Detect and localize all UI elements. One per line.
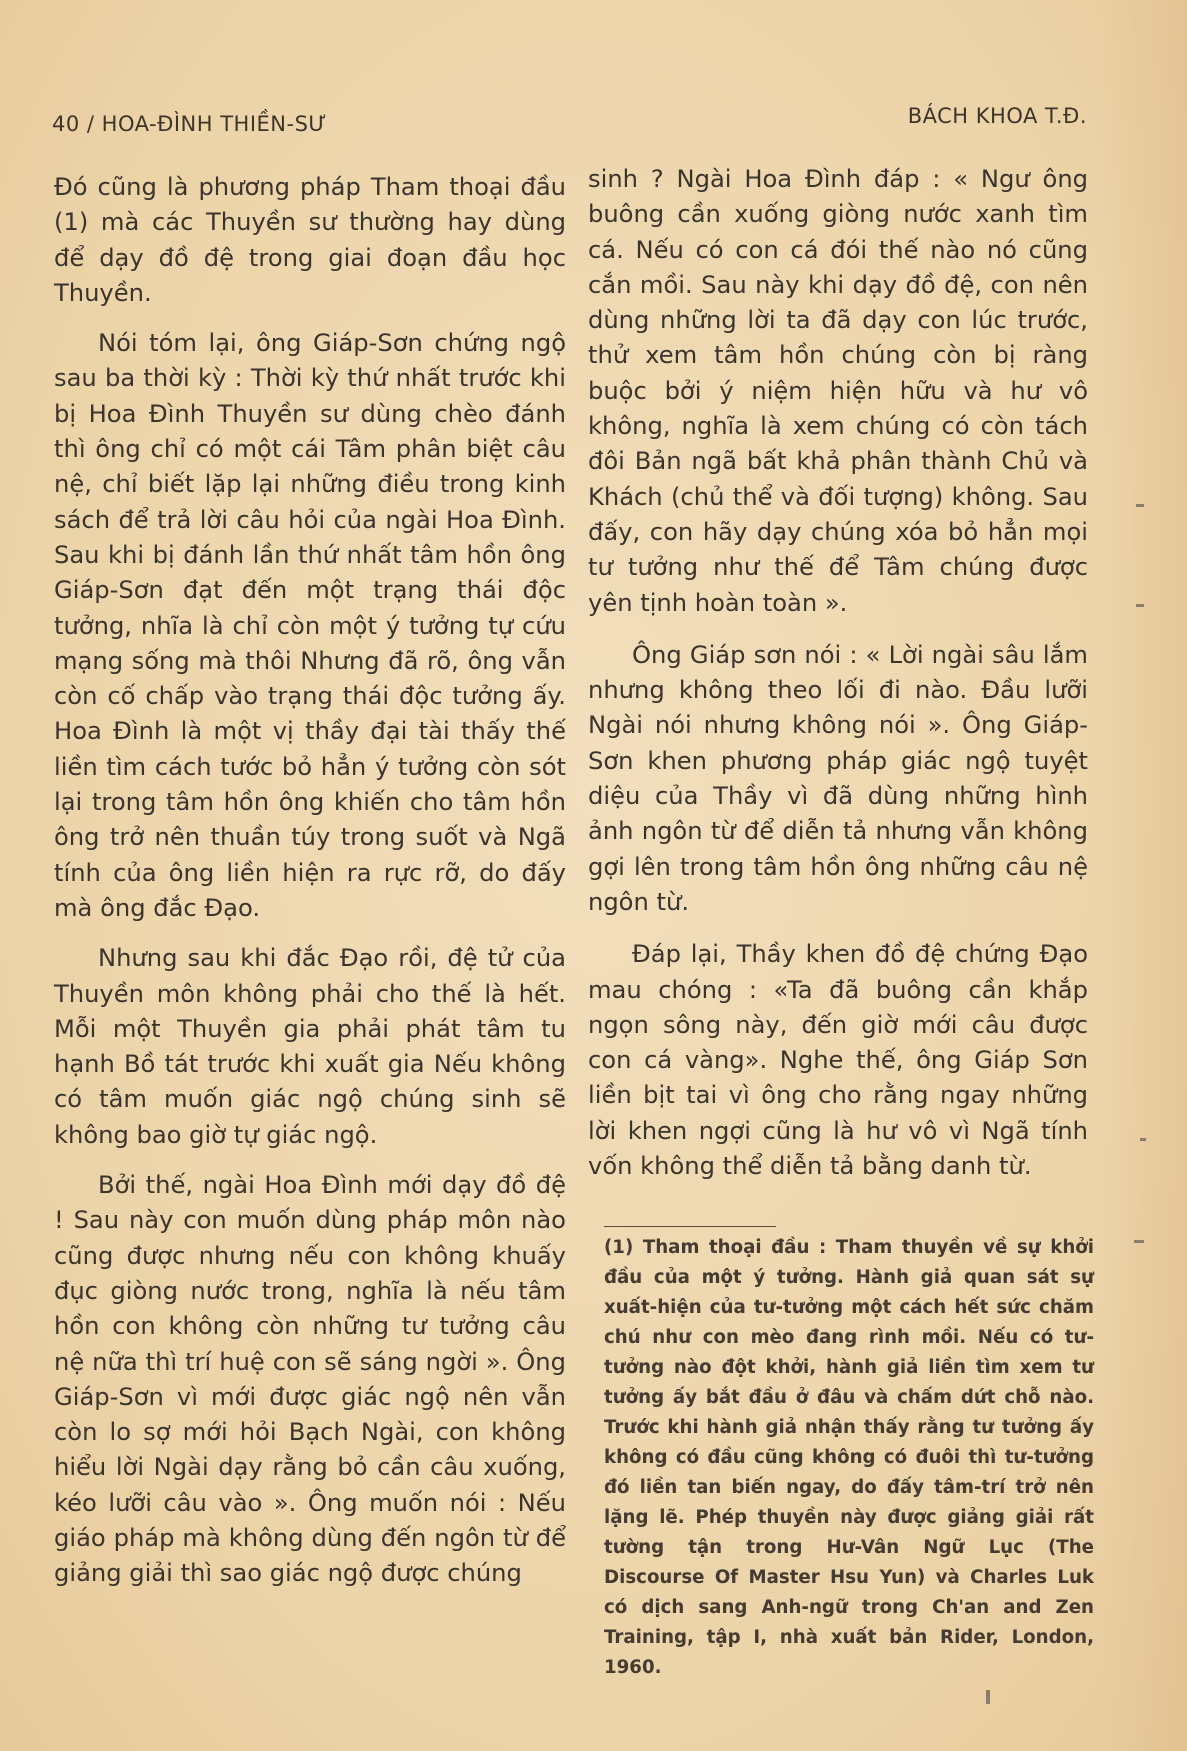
paragraph: Bởi thế, ngài Hoa Đình mới dạy đồ đệ ! Sau này con muốn dùng pháp môn nào cũng được nhưng nếu con không khuấy đục giòng nước trong, nghĩa là nếu tâm hồn con không còn những tư tưởng câu nệ nữa thì trí huệ con sẽ sáng ngời ». Ông Giáp-Sơn vì mới được giác ngộ nên vẫn còn lo sợ mới hỏi Bạch Ngài, con không hiểu lời Ngài dạy rằng bỏ cần câu xuống, kéo lưỡi câu vào ». Ông muốn nói : Nếu giáo pháp mà không dùng đến ngôn từ để giảng giải thì sao giác ngộ được chúng <box>54 1171 566 1588</box>
margin-mark <box>1134 1240 1144 1243</box>
paragraph: Nhưng sau khi đắc Đạo rồi, đệ tử của Thuyền môn không phải cho thế là hết. Mỗi một Thuyền gia phải phát tâm tu hạnh Bồ tát trước khi xuất gia Nếu không có tâm muốn giác ngộ chúng sinh sẽ không bao giờ tự giác ngộ. <box>54 944 566 1149</box>
right-column <box>588 162 1088 1184</box>
paragraph: Đó cũng là phương pháp Tham thoại đầu (1) mà các Thuyền sư thường hay dùng để dạy đồ đệ trong giai đoạn đầu học Thuyền. <box>54 173 566 307</box>
journal-title: BÁCH KHOA T.Đ. <box>907 104 1087 128</box>
footnote-rule <box>604 1226 776 1227</box>
margin-mark <box>986 1690 990 1704</box>
margin-mark <box>1136 504 1144 507</box>
left-column <box>54 170 566 1592</box>
page-number-title: 40 / HOA-ĐÌNH THIỀN-SƯ <box>52 112 327 136</box>
footnote-text: (1) Tham thoại đầu : Tham thuyền về sự khởi đầu của một ý tưởng. Hành giả quan sát sự xuất-hiện của tư-tưởng một cách hết sức chăm chú như con mèo đang rình mồi. Nếu có tư-tưởng nào đột khởi, hành giả liền tìm xem tư tưởng ấy bắt đầu ở đâu và chấm dứt chỗ nào. Trước khi hành giả nhận thấy rằng tư tưởng ấy không có đầu cũng không có đuôi thì tư-tưởng đó liền tan biến ngay, do đấy tâm-trí trở nên lặng lẽ. Phép thuyền này được giảng giải rất tường tận trong Hư-Vân Ngữ Lục (The Discourse Of Master Hsu Yun) và Charles Luk có dịch sang Anh-ngữ trong Ch'an and Zen Training, tập I, nhà xuất bản Rider, London, 1960. <box>604 1237 1094 1678</box>
running-header <box>52 104 1087 146</box>
paragraph: Ông Giáp sơn nói : « Lời ngài sâu lắm nhưng không theo lối đi nào. Đầu lưỡi Ngài nói nhưng không nói ». Ông Giáp-Sơn khen phương pháp giác ngộ tuyệt diệu của Thầy vì đã dùng những hình ảnh ngôn từ để diễn tả nhưng vẫn không gợi lên trong tâm hồn ông những câu nệ ngôn từ. <box>588 640 1088 916</box>
footnote <box>604 1233 1094 1683</box>
page-edge-shading <box>1100 0 1187 1751</box>
paragraph: sinh ? Ngài Hoa Đình đáp : « Ngư ông buông cần xuống giòng nước xanh tìm cá. Nếu có con cá đói thế nào nó cũng cắn mồi. Sau này khi dạy đồ đệ, con nên dùng những lời ta đã dạy con lúc trước, thử xem tâm hồn chúng còn bị ràng buộc bởi ý niệm hiện hữu và hư vô không, nghĩa là xem chúng có còn tách đôi Bản ngã bất khả phân thành Chủ và Khách (chủ thể và đối tượng) không. Sau đấy, con hãy dạy chúng xóa bỏ hẳn mọi tư tưởng như thế để Tâm chúng được yên tịnh hoàn toàn ». <box>588 165 1088 617</box>
margin-mark <box>1140 1138 1146 1141</box>
margin-mark <box>1136 604 1144 607</box>
paragraph: Đáp lại, Thầy khen đồ đệ chứng Đạo mau chóng : «Ta đã buông cần khắp ngọn sông này, đến giờ mới câu được con cá vàng». Nghe thế, ông Giáp Sơn liền bịt tai vì ông cho rằng ngay những lời khen ngợi cũng là hư vô vì Ngã tính vốn không thể diễn tả bằng danh từ. <box>588 940 1088 1181</box>
paragraph: Nói tóm lại, ông Giáp-Sơn chứng ngộ sau ba thời kỳ : Thời kỳ thứ nhất trước khi bị Hoa Đình Thuyền sư dùng chèo đánh thì ông chỉ có một cái Tâm phân biệt câu nệ, chỉ biết lặp lại những điều trong kinh sách để trả lời câu hỏi của ngài Hoa Đình. Sau khi bị đánh lần thứ nhất tâm hồn ông Giáp-Sơn đạt đến một trạng thái độc tưởng, nhĩa là chỉ còn một ý tưởng tự cứu mạng sống mà thôi Nhưng đã rõ, ông vẫn còn cố chấp vào trạng thái độc tưởng ấy. Hoa Đình là một vị thầy đại tài thấy thế liền tìm cách tước bỏ hẳn ý tưởng còn sót lại trong tâm hồn ông khiến cho tâm hồn ông trở nên thuần túy trong suốt và Ngã tính của ông liền hiện ra rực rỡ, do đấy mà ông đắc Đạo. <box>54 329 566 922</box>
